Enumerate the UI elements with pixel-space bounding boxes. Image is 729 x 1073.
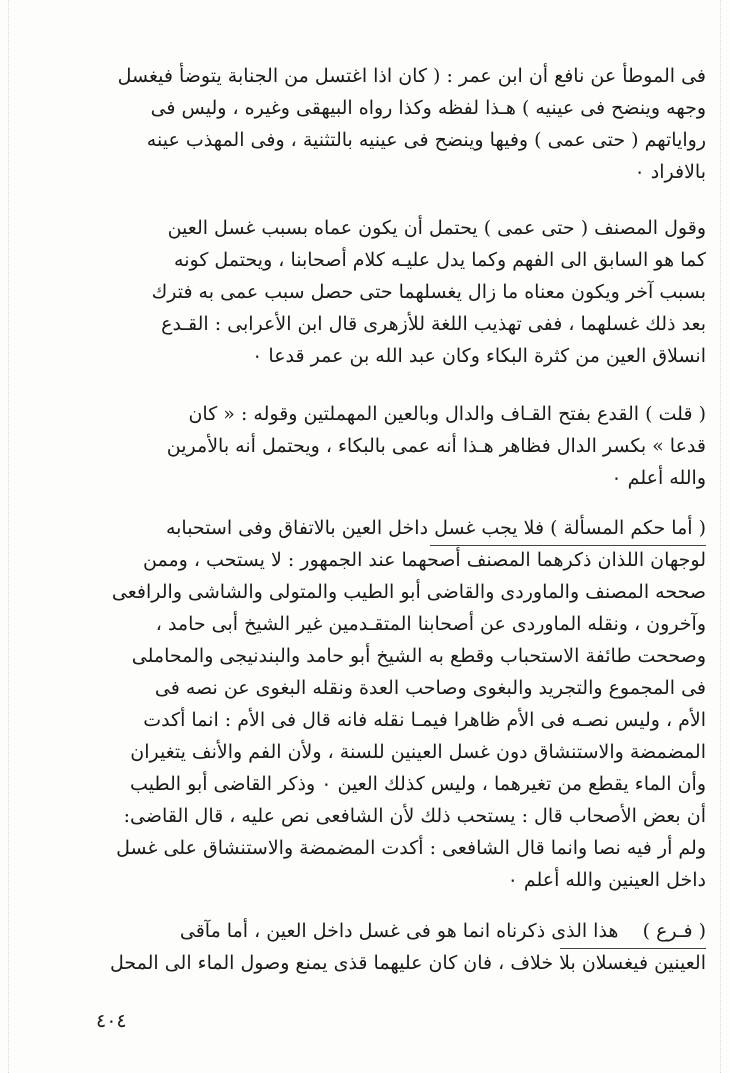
text-line: كما هو السابق الى الفهم وكما يدل عليـه كلام أصحابنا ، ويحتمل كونه <box>174 249 706 271</box>
text-line: الأم ، وليس نصـه فى الأم ظاهرا فيمـا نقله فانه قال فى الأم : انما أكدت <box>143 709 706 731</box>
paragraph-hukm <box>96 512 706 896</box>
text-line: العينين فيغسلان بلا خلاف ، فان كان عليهما قذى يمنع وصول الماء الى المحل <box>109 952 706 974</box>
text-line: قدعا » بكسر الدال فظاهر هـذا أنه عمى بالبكاء ، ويحتمل أنه بالأمرين <box>166 435 706 457</box>
text-line: فى الموطأ عن نافع أن ابن عمر : ( كان اذا اغتسل من الجنابة يتوضأ فيغسل <box>117 65 706 87</box>
text-line: وأن الماء يقطع من تغيرهما ، وليس كذلك العين ٠ وذكر القاضى أبو الطيب <box>130 773 706 795</box>
heading-underline <box>430 545 706 546</box>
text-line: بالافراد ٠ <box>634 161 706 183</box>
text-line: والله أعلم ٠ <box>611 467 706 489</box>
paragraph-qultu <box>96 398 706 494</box>
text-line: وقول المصنف ( حتى عمى ) يحتمل أن يكون عماه بسبب غسل العين <box>167 217 706 239</box>
text-line: ( قلت ) القدع بفتح القـاف والدال وبالعين المهملتين وقوله : « كان <box>188 403 706 425</box>
text-line: فى المجموع والتجريد والبغوى وصاحب العدة ونقله البغوى عن نصه فى <box>154 677 706 699</box>
section-heading-hukm: ( أما حكم المسألة ) <box>550 517 706 539</box>
text-line: داخل العينين والله أعلم ٠ <box>507 869 706 891</box>
text-line: انسلاق العين من كثرة البكاء وكان عبد الله بن عمر قدعا ٠ <box>252 345 706 367</box>
text-line: ولم أر فيه نصا وانما قال الشافعى : أكدت المضمضة والاستنشاق على غسل <box>116 837 706 859</box>
text-line: أن بعض الأصحاب قال : يستحب ذلك لأن الشافعى نص عليه ، قال القاضى: <box>123 805 706 827</box>
text-line: لوجهان اللذان ذكرهما المصنف أصحهما عند الجمهور : لا يستحب ، وممن <box>143 549 706 571</box>
text-line: وصححت طائفة الاستحباب وقطع به الشيخ أبو حامد والبندنيجى والمحاملى <box>131 645 706 667</box>
text-line: رواياتهم ( حتى عمى ) وفيها وينضح فى عينيه بالتثنية ، وفى المهذب عينه <box>146 129 706 151</box>
text-line: بسبب آخر ويكون معناه ما زال يغسلهما حتى حصل سبب عمى به فترك <box>151 281 706 303</box>
text-line: بعد ذلك غسلهما ، ففى تهذيب اللغة للأزهرى قال ابن الأعرابى : القـدع <box>161 313 706 335</box>
page-edge-left <box>8 0 10 1073</box>
text-line: ( أما حكم المسألة ) فلا يجب غسل داخل العين بالاتفاق وفى استحبابه <box>165 517 706 539</box>
paragraph-musannif <box>96 212 706 372</box>
text-line: المضمضة والاستنشاق دون غسل العينين للسنة ، ولأن الفم والأنف يتغيران <box>130 741 706 763</box>
paragraph-far <box>96 915 706 979</box>
page-edge-right <box>720 0 722 1073</box>
text-line: ( فـرع ) هذا الذى ذكرناه انما هو فى غسل داخل العين ، أما مآقى <box>179 920 706 942</box>
paragraph-muwatta <box>96 60 706 188</box>
section-heading-far: ( فـرع ) <box>642 920 706 942</box>
text-line: وجهه وينضح فى عينيه ) هـذا لفظه وكذا رواه البيهقى وغيره ، وليس فى <box>150 97 706 119</box>
text-line: صححه المصنف والماوردى والقاضى أبو الطيب والمتولى والشاشى والرافعى <box>111 581 706 603</box>
page-number: ٤٠٤ <box>96 1010 127 1032</box>
heading-underline <box>560 948 706 949</box>
text-line: وآخرون ، ونقله الماوردى عن أصحابنا المتقـدمين غير الشيخ أبى حامد ، <box>155 613 706 635</box>
